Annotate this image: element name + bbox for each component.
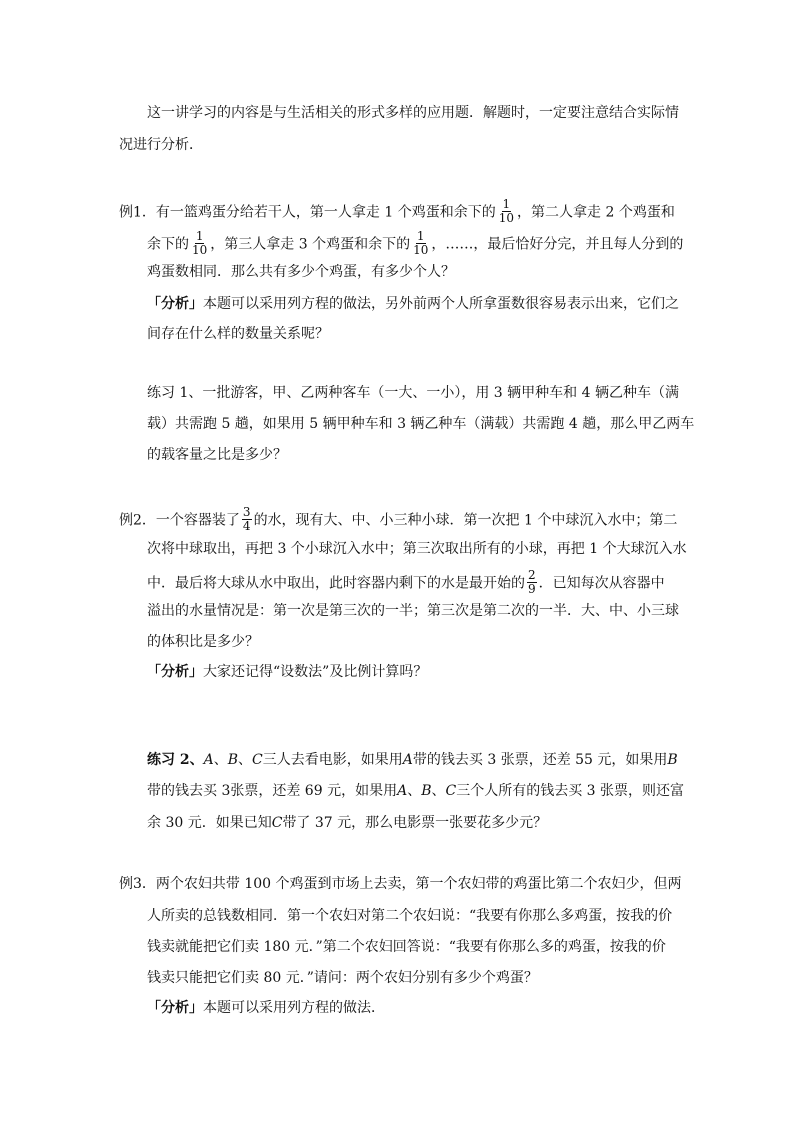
fraction-one-tenth: $\frac{1}{10}$ (192, 229, 208, 257)
example-2-label: 例2． (119, 512, 156, 529)
example-2-line-4: 溢出的水量情况是：第一次是第三次的一半；第三次是第二次的一半．大、中、小三球 (147, 603, 679, 619)
example-3-label: 例3． (119, 876, 156, 892)
practice-2-line-3: 余 30 元．如果已知C带了 37 元，那么电影票一张要花多少元？ (147, 815, 548, 831)
example-1-line-3: 鸡蛋数相同．那么共有多少个鸡蛋，有多少个人？ (147, 264, 455, 280)
practice-1-line-1: 练习 1、一批游客，甲、乙两种客车（一大、一小），用 3 辆甲种车和 4 辆乙种车（满 (147, 385, 679, 401)
practice-1-line-2: 载）共需跑 5 趟，如果用 5 辆甲种车和 3 辆乙种车（满载）共需跑 4 趟，那么甲乙两车 (147, 416, 695, 432)
analysis-label: 「分析」 (147, 296, 203, 312)
example-3-line-1: 例3．两个农妇共带 100 个鸡蛋到市场上去卖，第一个农妇带的鸡蛋比第二个农妇少，但两 (119, 876, 682, 892)
practice-1-line-3: 的载客量之比是多少？ (147, 447, 287, 463)
example-1-analysis-line-2: 间存在什么样的数量关系呢？ (147, 326, 329, 342)
example-2-line-5: 的体积比是多少？ (147, 634, 259, 650)
example-3-line-4: 钱卖只能把它们卖 80 元．”请问：两个农妇分别有多少个鸡蛋？ (147, 970, 538, 986)
fraction-one-tenth: $\frac{1}{10}$ (498, 197, 515, 225)
analysis-label: 「分析」 (147, 1000, 203, 1016)
example-3-analysis: 「分析」本题可以采用列方程的做法． (147, 1000, 385, 1016)
example-2-analysis: 「分析」大家还记得“设数法”及比例计算吗？ (147, 664, 428, 680)
example-3-line-3: 钱卖就能把它们卖 180 元．”第二个农妇回答说：“我要有你那么多的鸡蛋，按我的价 (147, 939, 666, 955)
intro-line-2: 况进行分析． (119, 137, 203, 153)
example-1-analysis-line-1: 「分析」本题可以采用列方程的做法，另外前两个人所拿蛋数很容易表示出来，它们之 (147, 296, 679, 312)
example-2-line-2: 次将中球取出，再把 3 个小球沉入水中；第三次取出所有的小球，再把 1 个大球沉入水 (147, 541, 687, 557)
example-1-label: 例1． (119, 204, 156, 221)
fraction-one-tenth: $\frac{1}{10}$ (413, 229, 429, 257)
example-2-line-1: 例2．一个容器装了 $\frac{3}{4}$ 的水，现有大、中、小三种小球．第一次把 1 个中球沉入水中；第二 (119, 505, 678, 533)
analysis-label: 「分析」 (147, 664, 203, 680)
practice-2-label: 练习 2、 (147, 752, 204, 768)
example-1-line-2: 余下的 $\frac{1}{10}$ ，第三人拿走 3 个鸡蛋和余下的 $\frac{1}{10}$ ，……，最后恰好分完，并且每人分到的 (147, 229, 684, 257)
fraction-three-quarters: $\frac{3}{4}$ (242, 505, 251, 533)
practice-2-line-1: 练习 2、A、B、C三人去看电影，如果用A带的钱去买 3 张票，还差 55 元，如果用B (147, 752, 678, 768)
intro-line-1: 这一讲学习的内容是与生活相关的形式多样的应用题．解题时，一定要注意结合实际情 (147, 105, 679, 121)
example-2-line-3: 中．最后将大球从水中取出，此时容器内剩下的水是最开始的 $\frac{2}{9}$ ．已知每次从容器中 (147, 568, 665, 596)
practice-2-line-2: 带的钱去买 3张票，还差 69 元，如果用A、B、C三个人所有的钱去买 3 张票，则还富 (147, 783, 685, 799)
example-1-line-1: 例1．有一篮鸡蛋分给若干人，第一人拿走 1 个鸡蛋和余下的 $\frac{1}{10}$ ，第二人拿走 2 个鸡蛋和 (119, 197, 675, 225)
fraction-two-ninths: $\frac{2}{9}$ (528, 568, 536, 596)
example-3-line-2: 人所卖的总钱数相同．第一个农妇对第二个农妇说：“我要有你那么多鸡蛋，按我的价 (147, 908, 673, 924)
